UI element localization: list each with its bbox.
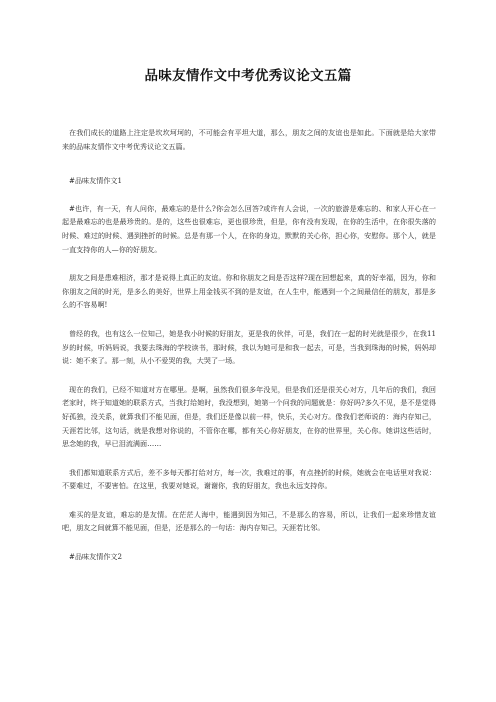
- body-paragraph: 现在的我们，已经不知道对方在哪里。是啊，虽然我们很多年没见，但是我们还是很关心对方，几年后的我们，我回老家时，终于知道她的联系方式，当我打给她时，我没想到，她第一个问我的问题就是：你好吗?多久不见，是不是觉得好孤独，没关系，就算我们不能见面，但是，我们还是像以前一样，快乐，关心对方。像我们老师说的：海内存知己，天涯若比邻，这句话，就是我想对你说的，不管你在哪，都有关心你好朋友，在你的世界里，关心你。她讲这些话时，思念她的我，早已泪流满面……: [62, 384, 436, 449]
- body-paragraph: 曾经的我，也有这么一位知己，她是我小时候的好朋友，更是我的伙伴，可是，我们在一起的时光就是很少，在我11岁的时候，听妈妈说，我要去珠海的学校读书，那时候，我以为她可是和我一起去，可是，当我到珠海的时候，妈妈却说：她不来了。那一刻，从小不爱哭的我，大哭了一场。: [62, 328, 436, 366]
- document-title: 品味友情作文中考优秀议论文五篇: [144, 68, 352, 84]
- section-heading-1: #品味友情作文1: [69, 176, 123, 186]
- body-paragraph: 我们都知道联系方式后，差不多每天都打给对方，每一次，我难过的事，有点挫折的时候，她就会在电话里对我说：不要难过，不要害怕。在这里，我要对她说，谢谢你，我的好朋友，我也永远支持你。: [62, 467, 436, 491]
- intro-paragraph: 在我们成长的道路上注定是坎坎坷坷的，不可能会有平坦大道，那么，朋友之间的友谊也是如此。下面就是给大家带来的品味友情作文中考优秀议论文五篇。: [62, 128, 436, 151]
- body-paragraph: 难买的是友谊，难忘的是友情。在茫茫人海中，能遇到因为知己，不是那么的容易，所以，让我们一起来珍惜友谊吧，朋友之间就算不能见面，但是，还是那么的一句话：海内存知己，天涯若比邻。: [62, 509, 436, 533]
- section-heading-2: #品味友情作文2: [69, 552, 123, 562]
- body-paragraph: 朋友之间是患难相济，那才是说得上真正的友谊。你和你朋友之间是否这样?现在回想起来，真的好幸福，因为，你和你朋友之间的时光，是多么的美好，世界上用金钱买不到的是友谊，在人生中，能遇到一个之间最信任的朋友，那是多么的不容易啊!: [62, 273, 436, 310]
- document-body: [62, 126, 436, 579]
- body-paragraph: #也许，有一天，有人问你，最难忘的是什么?你会怎么回答?或许有人会说，一次的旅游是难忘的、和家人开心在一起是最难忘的也是最珍贵的。是的，这些也很难忘，更也很珍贵，但是，你有没有发现，在你的生活中，在你很失落的时候、难过的时候、遇到挫折的时候。总是有那一个人，在你的身边，默默的关心你，担心你，安慰你。那个人，就是一直支持你的人—你的好朋友。: [62, 203, 436, 254]
